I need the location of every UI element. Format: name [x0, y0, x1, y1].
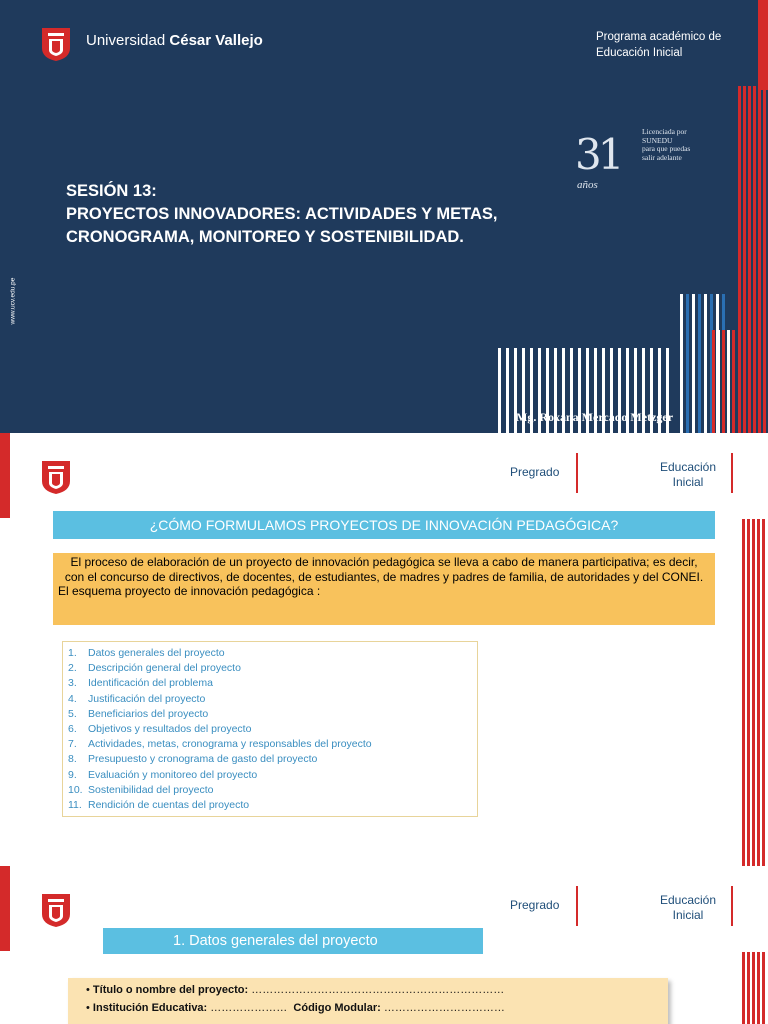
stripe [732, 330, 735, 433]
title-dots: …………………………………………………………… [251, 984, 505, 996]
stripe [712, 330, 715, 433]
list-item [68, 707, 477, 722]
license-line-2: SUNEDU [642, 135, 673, 145]
list-item [68, 722, 477, 737]
header-separator [731, 453, 733, 493]
intro-box [53, 553, 715, 625]
anniversary-number: 31 [575, 130, 621, 179]
decorative-stripes [740, 952, 768, 1024]
list-item [68, 798, 477, 813]
schema-line: El esquema proyecto de innovación pedagógica : [58, 584, 321, 598]
list-item [68, 768, 477, 783]
list-item-number: 2. [68, 662, 77, 675]
anniversary-word: años [577, 179, 598, 191]
list-item-text: Actividades, metas, cronograma y responsables del proyecto [88, 738, 372, 751]
stripe [686, 294, 689, 433]
institution-label: Institución Educativa: [92, 1002, 208, 1014]
program-line-2: Educación Inicial [596, 47, 683, 59]
stripe [742, 952, 745, 1024]
stripe [506, 348, 509, 433]
stripe [748, 86, 751, 433]
header-edu-line-2: Inicial [672, 475, 704, 489]
decorative-stripes [490, 80, 768, 433]
red-accent-bar [758, 0, 768, 90]
brand-name: César Vallejo [169, 32, 263, 49]
stripe [742, 519, 745, 866]
stripe [747, 952, 750, 1024]
general-data-form [68, 978, 668, 1024]
content-slide [0, 433, 768, 866]
title-slide [0, 0, 768, 433]
list-item-text: Rendición de cuentas del proyecto [88, 799, 250, 812]
header-separator [576, 886, 578, 926]
title-line-1: SESIÓN 13: [66, 182, 157, 200]
program-line-1: Programa académico de [596, 31, 722, 43]
modular-code-dots: …………………………… [383, 1002, 505, 1014]
license-line-3: para que puedas [642, 144, 691, 153]
intro-paragraph: El proceso de elaboración de un proyecto de innovación pedagógica se lleva a cabo de manera participativa; es decir, con el concurso de directivos, de docentes, de estudiantes, de madres y padres de familia, de autoridades y del CONEI. [64, 555, 704, 584]
stripe [722, 330, 725, 433]
stripe [704, 294, 707, 433]
list-item [68, 783, 477, 798]
list-item-text: Justificación del proyecto [88, 692, 206, 705]
header-pregrado: Pregrado [510, 465, 560, 479]
stripe [753, 86, 756, 433]
brand-prefix: Universidad [86, 32, 166, 49]
list-item [68, 737, 477, 752]
stripe [757, 519, 760, 866]
stripe [763, 86, 766, 433]
stripe [752, 952, 755, 1024]
stripe [762, 952, 765, 1024]
list-item-text: Datos generales del proyecto [88, 647, 225, 659]
license-line-4: salir adelante [642, 152, 682, 162]
list-item-number: 3. [68, 677, 77, 690]
list-item [68, 692, 477, 707]
ucv-logo-icon [40, 459, 72, 495]
stripe [757, 952, 760, 1024]
header-edu-line-1: Educación [659, 893, 717, 907]
header-pregrado: Pregrado [510, 898, 560, 912]
form-row-institution: • Institución Educativa: ………………… Código Modular: …………………………… [86, 1002, 505, 1014]
header-educacion-inicial [640, 460, 736, 490]
header-edu-line-2: Inicial [672, 908, 704, 922]
title-line-3: CRONOGRAMA, MONITOREO Y SOSTENIBILIDAD. [66, 228, 464, 246]
website-url [2, 258, 24, 328]
list-item-text: Beneficiarios del proyecto [88, 707, 209, 720]
list-item-text: Evaluación y monitoreo del proyecto [88, 768, 258, 781]
stripe [758, 86, 761, 433]
list-item-number: 9. [68, 768, 77, 781]
stripe [743, 86, 746, 433]
website-url-text: www.ucv.edu.pe [9, 277, 17, 325]
list-item [68, 661, 477, 676]
stripe [498, 348, 501, 433]
list-item-text: Descripción general del proyecto [88, 662, 241, 675]
university-name [86, 32, 263, 49]
list-item-number: 4. [68, 692, 77, 705]
list-item-text: Presupuesto y cronograma de gasto del proyecto [88, 753, 318, 766]
ucv-logo-icon [40, 26, 72, 62]
list-item-number: 11. [68, 799, 82, 812]
title-label: Título o nombre del proyecto: [92, 984, 249, 996]
stripe [747, 519, 750, 866]
section-banner: 1. Datos generales del proyecto [103, 928, 483, 954]
header-edu-line-1: Educación [659, 460, 717, 474]
stripe [727, 330, 730, 433]
list-item-text: Sostenibilidad del proyecto [88, 783, 214, 796]
decorative-stripes [740, 519, 768, 866]
red-edge-strip [0, 433, 10, 518]
header-educacion-inicial [640, 893, 736, 923]
title-line-2: PROYECTOS INNOVADORES: ACTIVIDADES Y METAS, [66, 205, 498, 223]
institution-dots: ………………… [210, 1002, 288, 1014]
stripe [738, 86, 741, 433]
section-banner: ¿CÓMO FORMULAMOS PROYECTOS DE INNOVACIÓN PEDAGÓGICA? [53, 511, 715, 539]
list-item [68, 752, 477, 767]
list-item-number: 7. [68, 738, 77, 751]
schema-items [68, 646, 477, 813]
list-item-text: Objetivos y resultados del proyecto [88, 723, 252, 736]
program-label [596, 29, 756, 61]
list-item [68, 646, 477, 661]
stripe [680, 294, 683, 433]
list-item-number: 5. [68, 707, 77, 720]
stripe [762, 519, 765, 866]
form-row-title: • Título o nombre del proyecto: …………………………………………………………… [86, 984, 505, 996]
list-item-number: 6. [68, 723, 77, 736]
license-line-1: Licenciada por [642, 127, 687, 136]
content-slide [0, 866, 768, 1024]
stripe [692, 294, 695, 433]
stripe [698, 294, 701, 433]
modular-code-label: Código Modular: [293, 1002, 381, 1014]
list-item [68, 676, 477, 691]
ucv-logo-icon [40, 892, 72, 928]
list-item-text: Identificación del problema [88, 677, 213, 690]
schema-list [62, 641, 478, 817]
list-item-number: 8. [68, 753, 77, 766]
author-name: Mg. Roxana Mercado Metzger [516, 410, 674, 424]
stripe [752, 519, 755, 866]
stripe [717, 330, 720, 433]
red-edge-strip [0, 866, 10, 951]
header-separator [576, 453, 578, 493]
list-item-number: 10. [68, 783, 83, 796]
header-separator [731, 886, 733, 926]
list-item-number: 1. [68, 647, 77, 659]
